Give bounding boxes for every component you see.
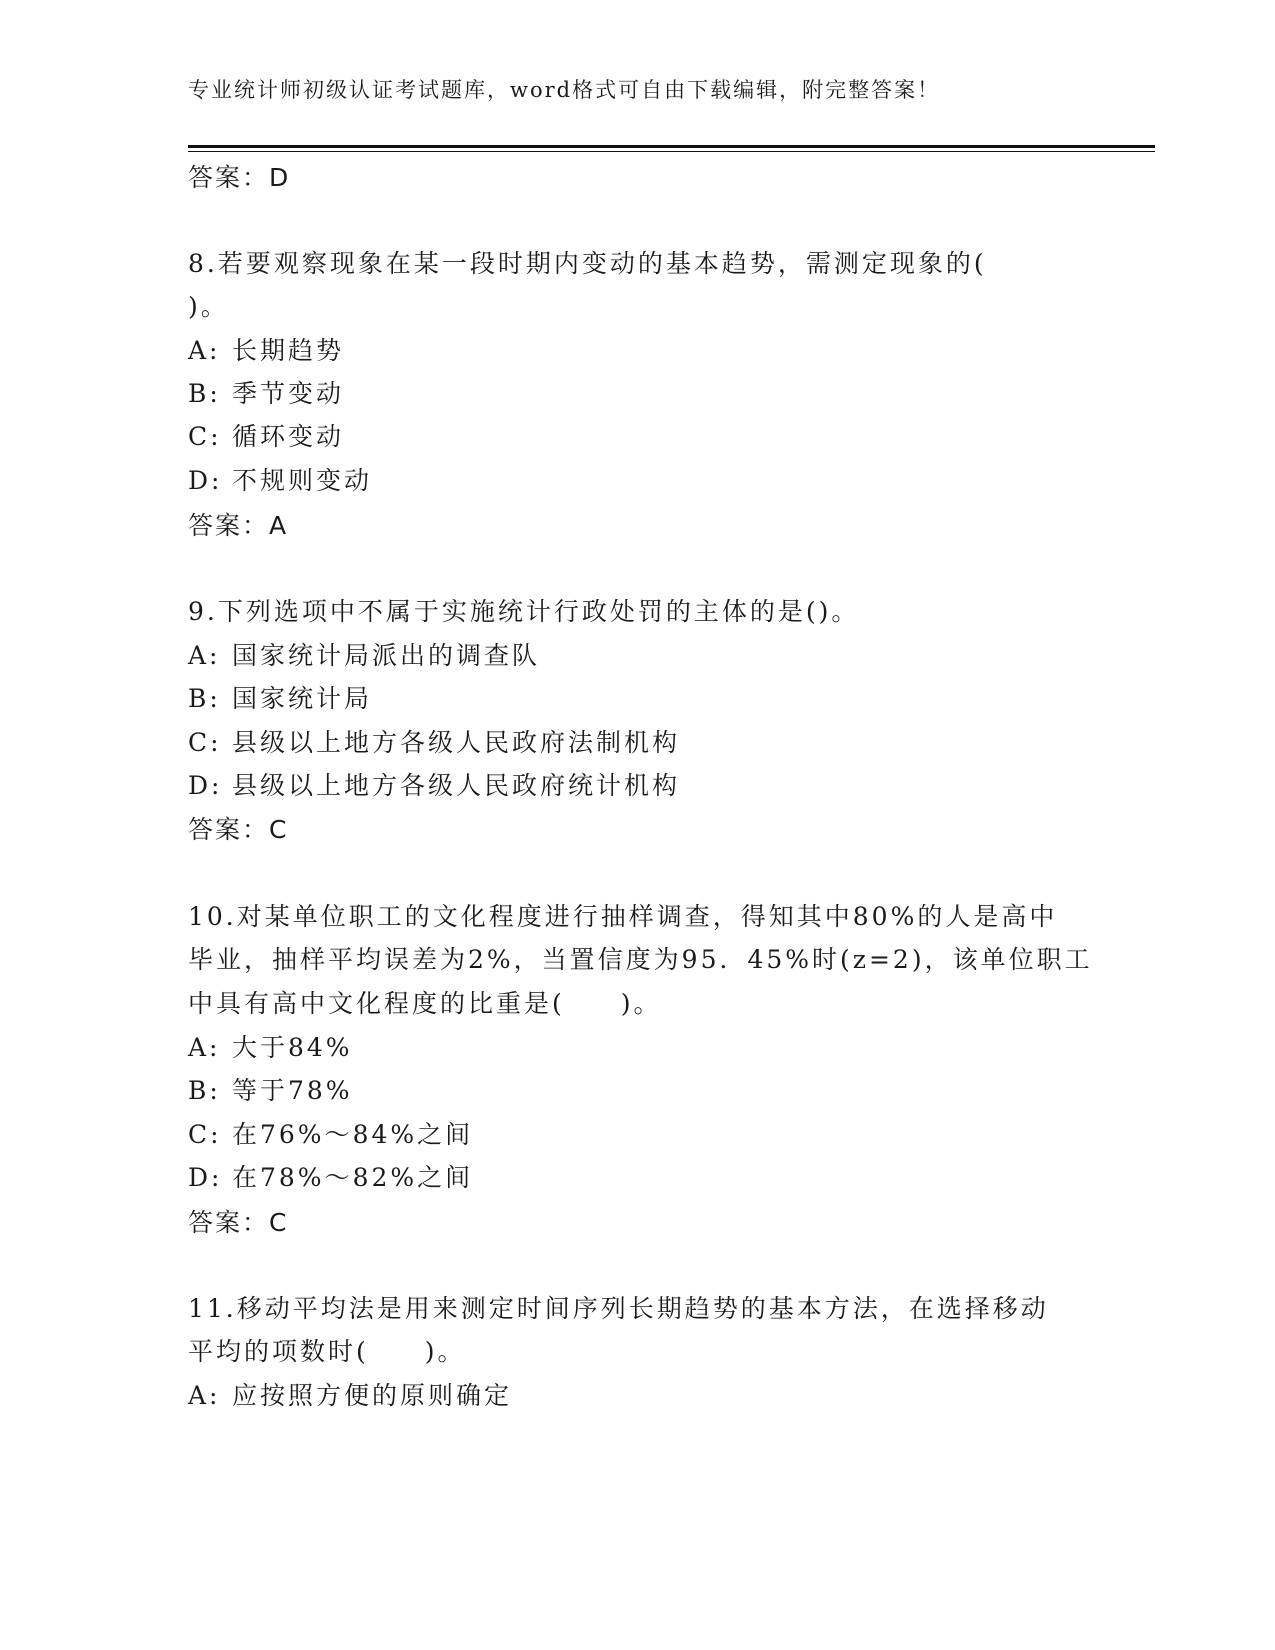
question-8-option-a	[188, 331, 344, 367]
question-9-option-a	[188, 636, 540, 672]
option-label: C:	[188, 422, 222, 451]
option-text: 县级以上地方各级人民政府法制机构	[232, 728, 681, 757]
option-label: D:	[188, 771, 223, 800]
question-8-answer: 答案：A	[188, 511, 289, 540]
option-text: 循环变动	[232, 422, 345, 451]
question-8-stem-line-2: )。	[188, 292, 229, 321]
option-label: C:	[188, 728, 222, 757]
header-rule-thin	[188, 151, 1155, 152]
option-label: B:	[188, 684, 221, 713]
option-text: 等于78%	[232, 1076, 353, 1105]
question-10-option-d	[188, 1158, 473, 1194]
question-10-stem-line-3: 中具有高中文化程度的比重是( )。	[188, 989, 662, 1018]
option-text: 不规则变动	[232, 466, 373, 495]
question-10-stem-line-2: 毕业，抽样平均误差为2%，当置信度为95．45%时(z=2)，该单位职工	[188, 945, 1093, 974]
question-10-option-c	[188, 1115, 473, 1151]
question-11-stem-line-2: 平均的项数时( )。	[188, 1337, 466, 1366]
option-label: A:	[188, 1381, 221, 1410]
option-text: 应按照方便的原则确定	[232, 1381, 513, 1410]
option-text: 县级以上地方各级人民政府统计机构	[232, 771, 681, 800]
option-label: B:	[188, 379, 221, 408]
option-text: 国家统计局派出的调查队	[232, 641, 541, 670]
option-label: A:	[188, 1033, 221, 1062]
question-9-option-b	[188, 679, 372, 715]
option-text: 国家统计局	[232, 684, 373, 713]
question-8-option-d	[188, 461, 372, 497]
question-8-stem-line-1: 8.若要观察现象在某一段时期内变动的基本趋势，需测定现象的(	[188, 249, 987, 278]
question-10-answer: 答案：C	[188, 1208, 289, 1237]
option-text: 长期趋势	[232, 336, 345, 365]
question-9-option-d	[188, 766, 680, 802]
question-9-option-c	[188, 723, 680, 759]
option-label: D:	[188, 466, 223, 495]
question-10-stem-line-1: 10.对某单位职工的文化程度进行抽样调查，得知其中80%的人是高中	[188, 902, 1058, 931]
option-text: 在76%～84%之间	[232, 1120, 474, 1149]
option-label: C:	[188, 1120, 222, 1149]
page-header: 专业统计师初级认证考试题库，word格式可自由下载编辑，附完整答案！	[188, 78, 941, 102]
question-10-option-a	[188, 1028, 353, 1064]
option-label: B:	[188, 1076, 221, 1105]
answer-previous: 答案：D	[188, 163, 291, 192]
question-11-stem-line-1: 11.移动平均法是用来测定时间序列长期趋势的基本方法，在选择移动	[188, 1294, 1049, 1323]
option-label: D:	[188, 1163, 223, 1192]
question-10-option-b	[188, 1071, 353, 1107]
question-9-answer: 答案：C	[188, 815, 289, 844]
question-8-option-b	[188, 374, 344, 410]
option-label: A:	[188, 641, 221, 670]
question-9-stem-line-1: 9.下列选项中不属于实施统计行政处罚的主体的是()。	[188, 597, 860, 626]
option-text: 在78%～82%之间	[232, 1163, 474, 1192]
option-text: 大于84%	[232, 1033, 353, 1062]
option-label: A:	[188, 336, 221, 365]
option-text: 季节变动	[232, 379, 345, 408]
header-rule-thick	[188, 145, 1155, 148]
question-11-option-a	[188, 1376, 512, 1412]
question-8-option-c	[188, 417, 344, 453]
